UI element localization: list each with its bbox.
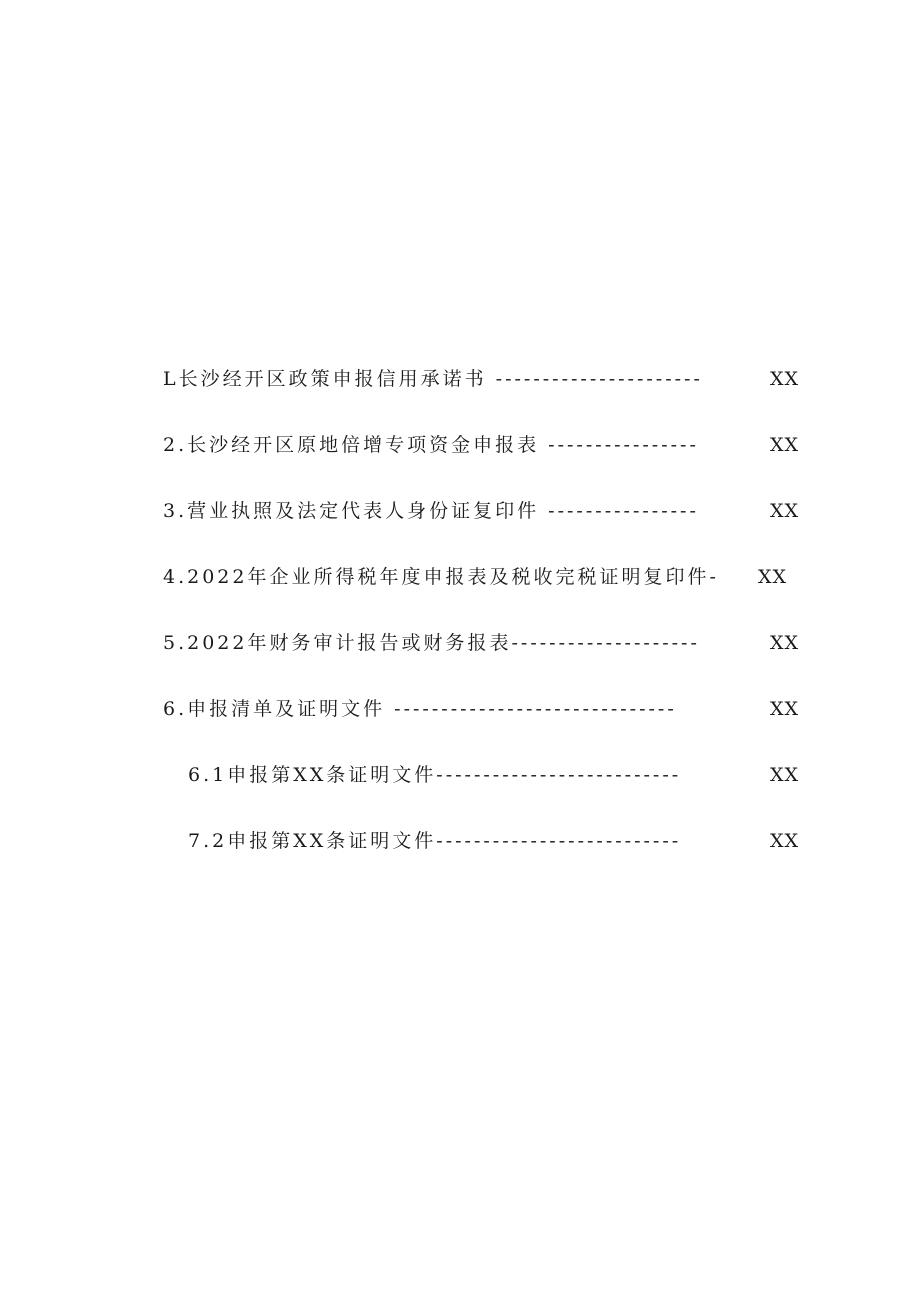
toc-entry-title: 6.申报清单及证明文件 ------------------------------ <box>163 698 677 720</box>
toc-entry-page: XX <box>770 830 800 852</box>
toc-entry-page: XX <box>770 368 800 390</box>
toc-entry-6-1[interactable] <box>0 757 920 793</box>
toc-entry-title: 6.1申报第XX条证明文件-------------------------- <box>188 764 682 786</box>
toc-entry-title: L长沙经开区政策申报信用承诺书 ---------------------- <box>163 368 703 390</box>
toc-entry-title: 5.2022年财务审计报告或财务报表-------------------- <box>163 632 700 654</box>
toc-entry-title: 2.长沙经开区原地倍增专项资金申报表 ---------------- <box>163 434 699 456</box>
toc-entry-page: XX <box>770 764 800 786</box>
toc-entry-2[interactable] <box>0 427 920 463</box>
toc-entry-7-2[interactable] <box>0 823 920 859</box>
toc-entry-page: XX <box>770 434 800 456</box>
toc-entry-page: XX <box>770 500 800 522</box>
toc-entry-6[interactable] <box>0 691 920 727</box>
toc-entry-page: XX <box>758 566 788 588</box>
toc-entry-5[interactable] <box>0 625 920 661</box>
toc-entry-title: 3.营业执照及法定代表人身份证复印件 ---------------- <box>163 500 699 522</box>
toc-entry-4[interactable] <box>0 559 920 595</box>
toc-entry-page: XX <box>770 698 800 720</box>
toc-entry-title: 4.2022年企业所得税年度申报表及税收完税证明复印件- <box>163 566 719 588</box>
toc-entry-1[interactable] <box>0 361 920 397</box>
toc-entry-title: 7.2申报第XX条证明文件-------------------------- <box>188 830 682 852</box>
toc-entry-page: XX <box>770 632 800 654</box>
toc-entry-3[interactable] <box>0 493 920 529</box>
